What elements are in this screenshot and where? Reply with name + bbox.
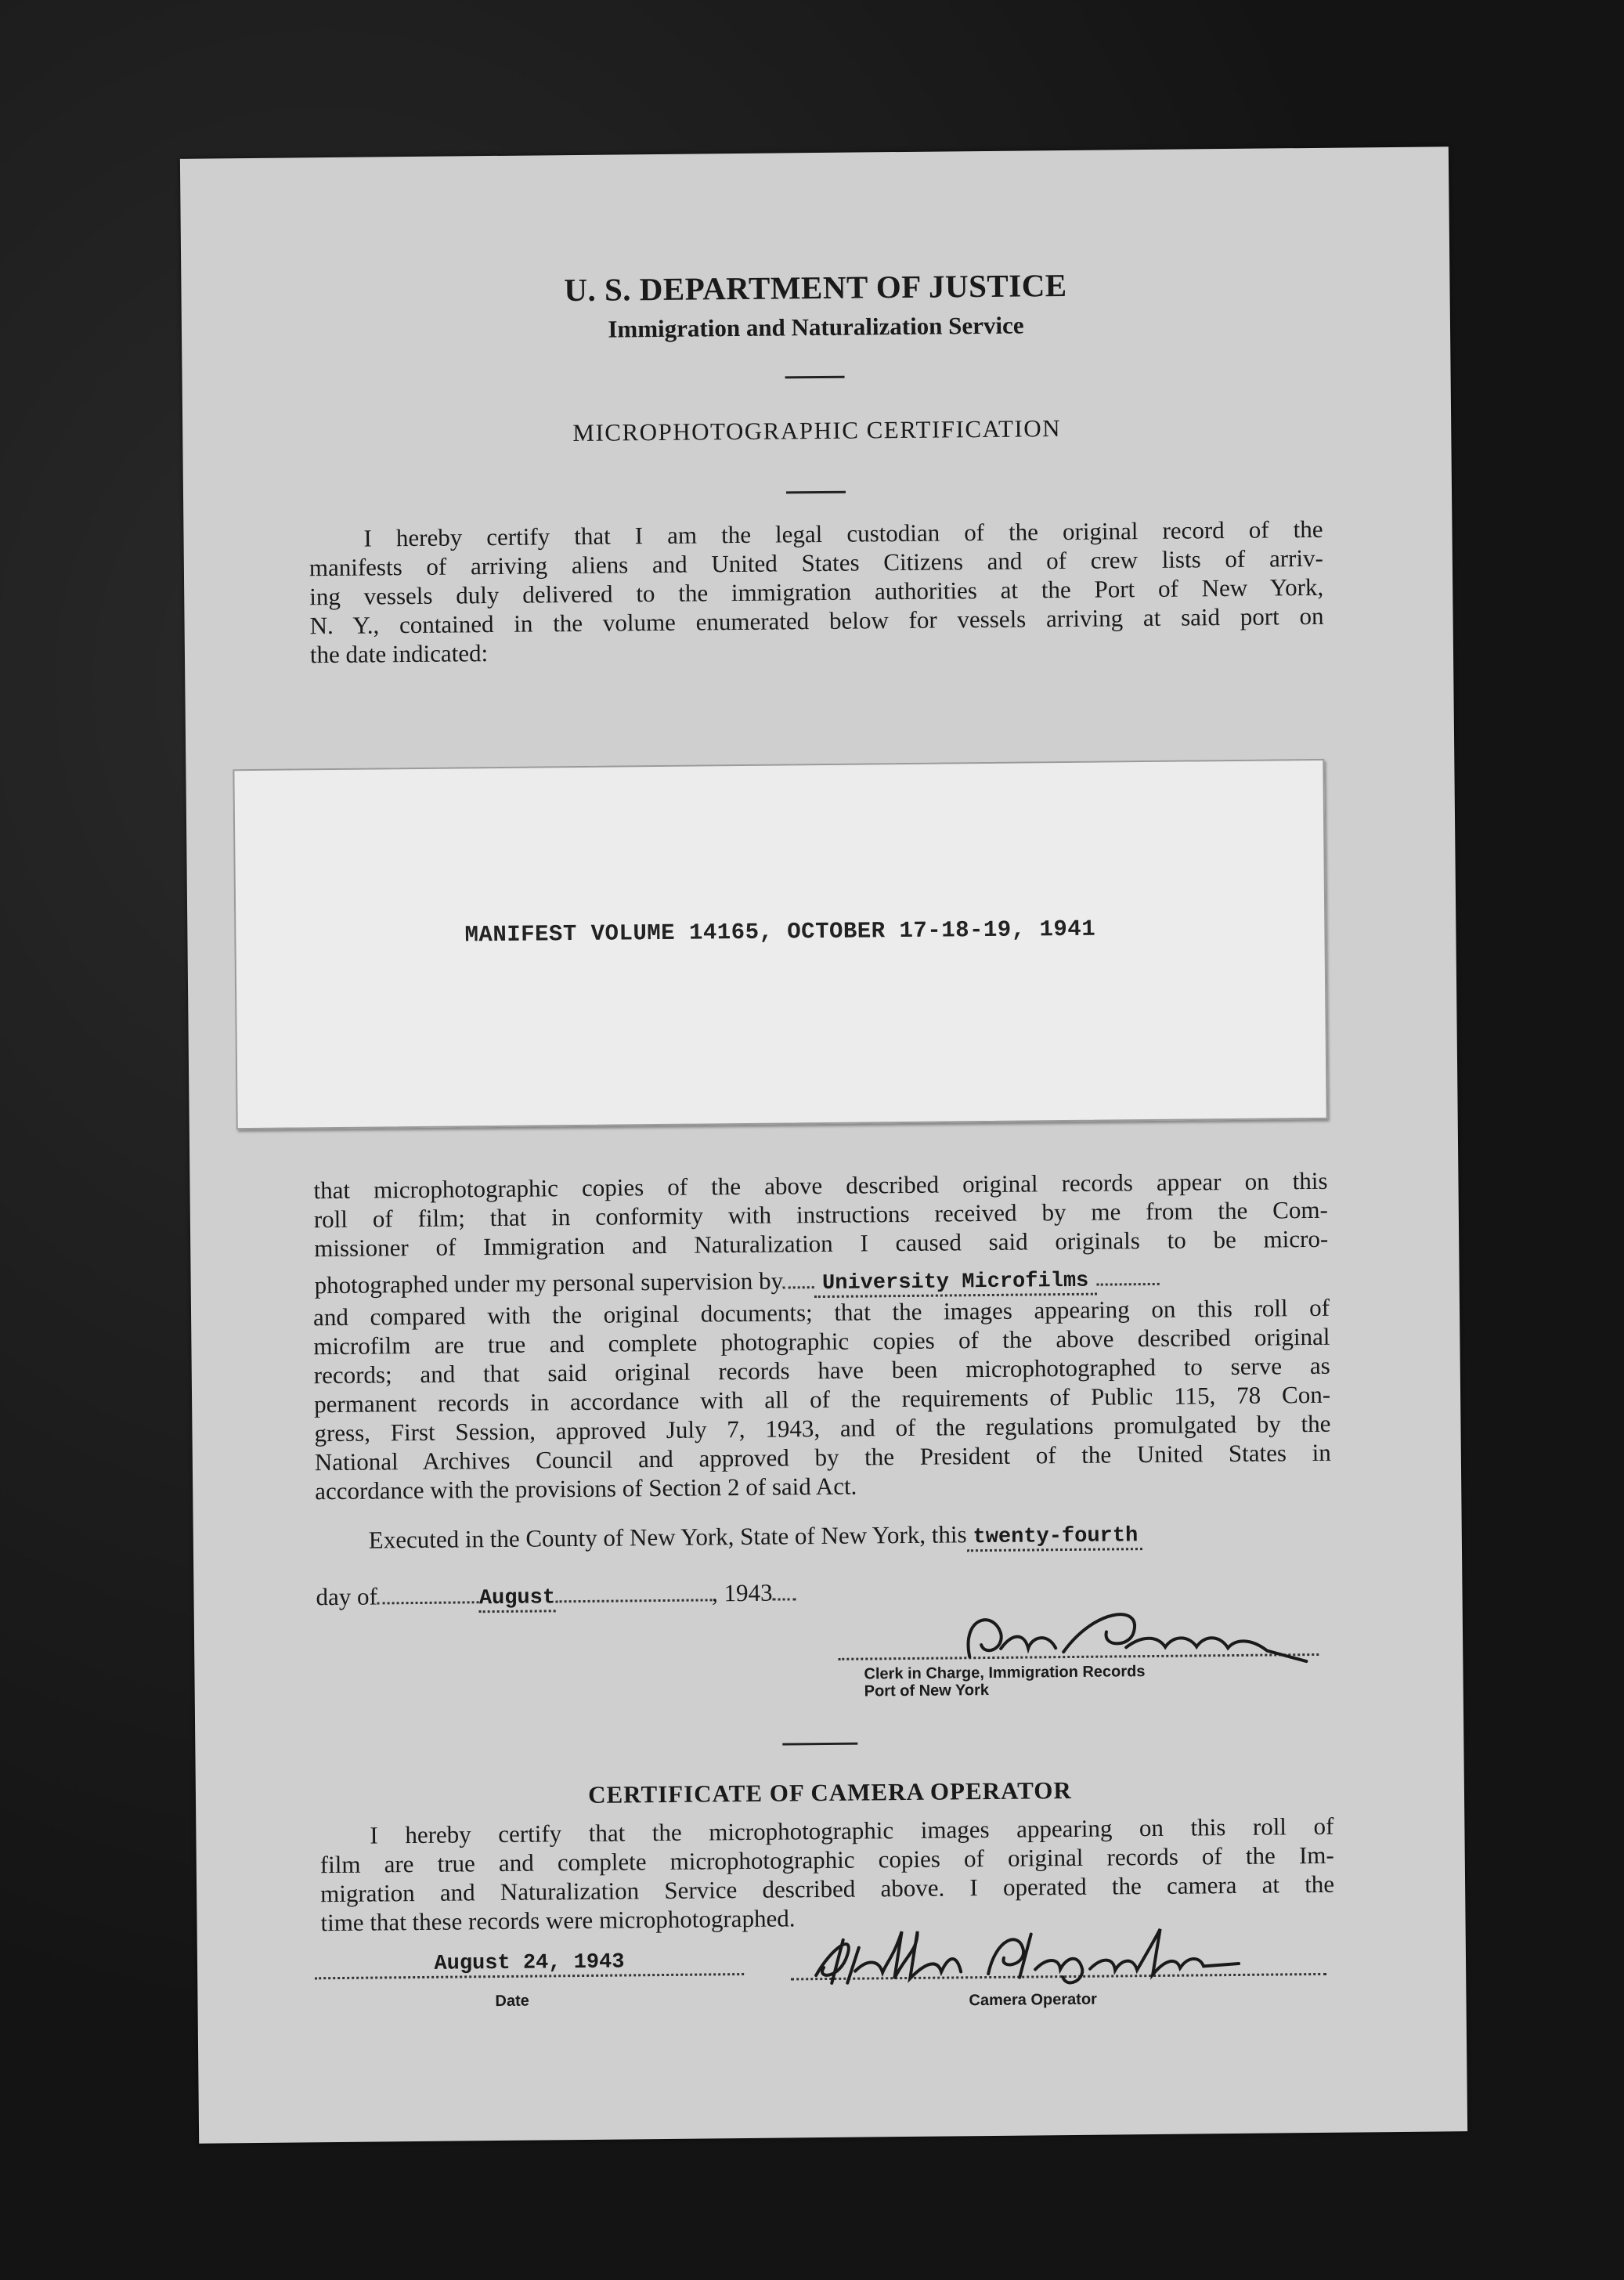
body-line: accordance with the provisions of Section 2 of said Act. bbox=[315, 1472, 857, 1505]
dotted-fill bbox=[1096, 1283, 1159, 1286]
manifest-slip bbox=[233, 759, 1327, 1129]
date-label: Date bbox=[495, 1992, 529, 2011]
divider bbox=[785, 376, 845, 379]
intro-line: N. Y., contained in the volume enumerated below for vessels arriving at said port on bbox=[309, 602, 1324, 640]
clerk-caption bbox=[864, 1663, 1145, 1700]
department-title: U. S. DEPARTMENT OF JUSTICE bbox=[564, 266, 1067, 309]
supervision-prefix: photographed under my personal supervision by bbox=[314, 1266, 784, 1299]
clerk-signature bbox=[938, 1599, 1315, 1673]
intro-line: the date indicated: bbox=[309, 639, 489, 669]
date-line bbox=[316, 1578, 796, 1614]
divider bbox=[786, 491, 846, 494]
body-line: records; and that said original records have been microphotographed to serve as bbox=[313, 1351, 1330, 1389]
camera-operator-label: Camera Operator bbox=[969, 1990, 1097, 2010]
clerk-caption-line: Port of New York bbox=[864, 1682, 990, 1700]
executed-text: Executed in the County of New York, State of New York, this bbox=[368, 1520, 967, 1554]
camera-date-line bbox=[315, 1944, 744, 1979]
camera-line: migration and Naturalization Service described above. I operated the camera at the bbox=[319, 1870, 1335, 1908]
body-line: gress, First Session, approved July 7, 1943, and of the regulations promulgated by the bbox=[314, 1409, 1331, 1447]
dotted-fill bbox=[555, 1599, 712, 1603]
certificate-page bbox=[180, 146, 1467, 2143]
month-filled: August bbox=[479, 1586, 556, 1613]
body-line: that microphotographic copies of the above described original records appear on this bbox=[313, 1166, 1328, 1205]
body-paragraph-a bbox=[313, 1166, 1328, 1263]
body-line: microfilm are true and complete photographic copies of the above described original bbox=[313, 1322, 1330, 1360]
day-of-label: day of bbox=[316, 1582, 378, 1611]
body-line: missioner of Immigration and Naturalization I caused said originals to be micro- bbox=[314, 1224, 1329, 1263]
intro-line: ing vessels duly delivered to the immigration authorities at the Port of New York, bbox=[309, 573, 1324, 611]
dotted-fill bbox=[773, 1598, 796, 1600]
manifest-volume-text: MANIFEST VOLUME 14165, OCTOBER 17-18-19, 1941 bbox=[464, 916, 1096, 948]
camera-paragraph bbox=[319, 1812, 1334, 1937]
camera-operator-signature bbox=[800, 1920, 1271, 1996]
body-paragraph-b bbox=[313, 1293, 1331, 1505]
clerk-caption-line: Clerk in Charge, Immigration Records bbox=[864, 1663, 1146, 1683]
divider bbox=[782, 1743, 857, 1746]
camera-line: time that these records were microphotographed. bbox=[320, 1904, 796, 1937]
dotted-fill bbox=[783, 1286, 814, 1288]
body-line: permanent records in accordance with all of the requirements of Public 115, 78 Con- bbox=[313, 1380, 1331, 1418]
camera-certificate-title: CERTIFICATE OF CAMERA OPERATOR bbox=[587, 1776, 1072, 1808]
intro-line: I hereby certify that I am the legal custodian of the original record of the bbox=[363, 515, 1323, 552]
intro-paragraph bbox=[309, 515, 1324, 669]
supervision-filled: University Microfilms bbox=[814, 1270, 1097, 1298]
body-line: and compared with the original documents; that the images appearing on this roll of bbox=[312, 1293, 1330, 1332]
intro-line: manifests of arriving aliens and United States Citizens and of crew lists of arriv- bbox=[309, 544, 1324, 582]
dotted-fill bbox=[377, 1601, 479, 1604]
camera-date-filled: August 24, 1943 bbox=[434, 1950, 625, 1976]
service-subtitle: Immigration and Naturalization Service bbox=[608, 311, 1024, 343]
executed-line bbox=[369, 1519, 1143, 1557]
camera-line: film are true and complete microphotographic copies of original records of the Im- bbox=[319, 1841, 1334, 1879]
body-line: roll of film; that in conformity with instructions received by me from the Com- bbox=[313, 1195, 1328, 1234]
camera-line: I hereby certify that the microphotographic images appearing on this roll of bbox=[370, 1812, 1334, 1849]
day-filled: twenty-fourth bbox=[966, 1524, 1142, 1552]
body-line: National Archives Council and approved by the President of the United States in bbox=[314, 1438, 1331, 1476]
certification-title: MICROPHOTOGRAPHIC CERTIFICATION bbox=[572, 414, 1062, 447]
year-text: , 1943 bbox=[711, 1578, 773, 1607]
